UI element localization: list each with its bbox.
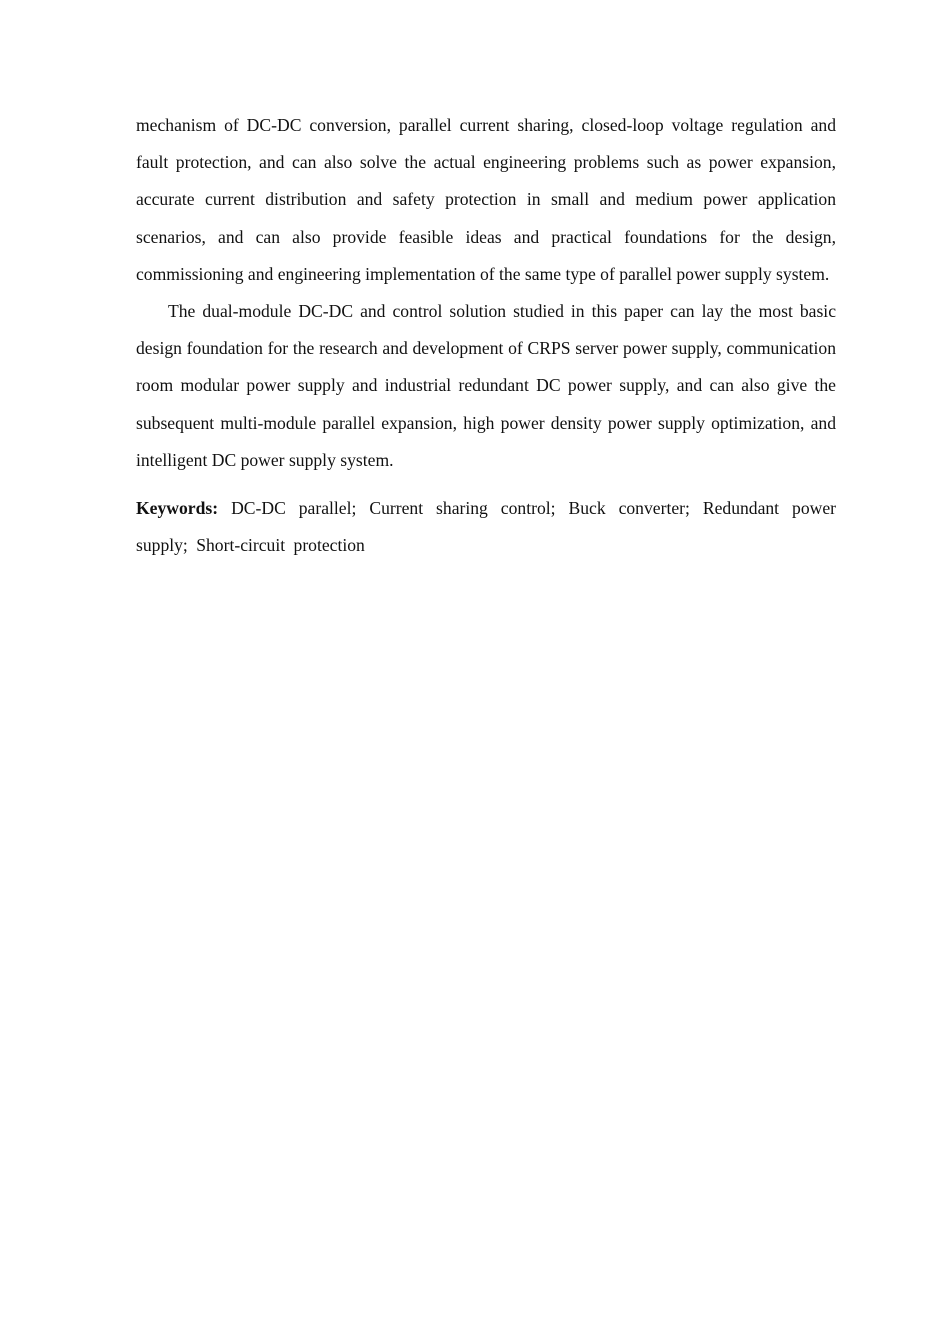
keywords-label: Keywords:: [136, 498, 219, 519]
keywords-text: DC-DC parallel; Current sharing control; Buck converter; Redundant power supply; Short-circuit protection: [136, 498, 836, 556]
document-page: [136, 107, 836, 564]
abstract-paragraph-1: mechanism of DC-DC conversion, parallel current sharing, closed-loop voltage regulation and fault protection, and can also solve the actual engineering problems such as power expansion, accurate current distribution and safety protection in small and medium power application scenarios, and can also provide feasible ideas and practical foundations for the design, commissioning and engineering implementation of the same type of parallel power supply system.: [136, 115, 836, 284]
abstract-paragraph-2: The dual-module DC-DC and control solution studied in this paper can lay the most basic design foundation for the research and development of CRPS server power supply, communication room modular power supply and industrial redundant DC power supply, and can also give the subsequent multi-module parallel expansion, high power density power supply optimization, and intelligent DC power supply system.: [136, 301, 836, 470]
keywords-line: [136, 490, 836, 564]
